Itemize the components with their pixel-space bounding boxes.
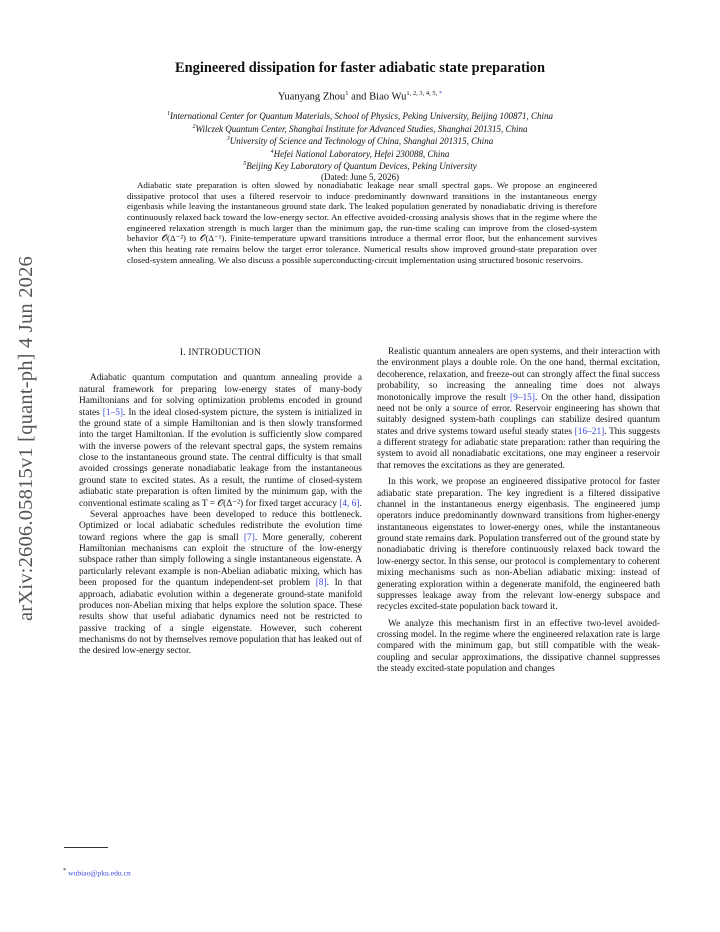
author-and: and [348,91,370,103]
intro-paragraph-3: Realistic quantum annealers are open systems, and their interaction with the environment plays a double role. On the one hand, thermal excitation, decoherence, relaxation, and freeze-out can strongly affect the final success probability, so increasing the annealing time does not always monotonically improve the result [9–15]. On the other hand, dissipation need not be only a source of error. Reservoir engineering has shown that suitably designed system-bath couplings can stabilize desired quantum states and drive systems toward useful steady states [16–21]. This suggests a different strategy for adiabatic state preparation: rather than requiring the system to avoid all nonadiabatic excitations, one may engineer a reservoir that removes the excitations as they are generated. [377,347,660,471]
footnote [63,867,131,878]
footnote-star: * [63,867,67,874]
section-heading-introduction: I. INTRODUCTION [180,348,261,358]
footnote-rule [64,847,108,848]
affiliation-2: $^2$Wilczek Quantum Center, Shanghai Institute for Advanced Studies, Shanghai 201315, China [192,123,528,134]
abstract: Adiabatic state preparation is often slowed by nonadiabatic leakage near small spectral gaps. We propose an engineered dissipative protocol that uses a filtered reservoir to induce predominantly downward transitions in the instantaneous energy eigenbasis while leaving the instantaneous ground state dark. The leaked population generated by nonadiabatic driving is therefore continuously relaxed back toward the low-energy sector. An effective avoided-crossing analysis shows that in the regime where the engineered relaxation strength is much larger than the minimum gap, the run-time scaling can improve from the closed-system behavior 𝒪(Δ⁻²) to 𝒪(Δ⁻¹). Finite-temperature upward transitions introduce a thermal error floor, but the enhancement survives when this heating rate remains below the target error tolerance. Numerical results show improved ground-state preparation over closed-system annealing. We also discuss a possible superconducting-circuit implementation using structured bosonic reservoirs. [127,180,597,265]
author-2-affil: 1, 2, 3, 4, 5, [406,90,439,97]
arxiv-id: arXiv:2606.05815v1 [quant-ph] 4 Jun 2026 [14,255,37,621]
citation-link[interactable]: [8] [315,578,327,589]
arxiv-sidebar [8,228,44,648]
right-column [377,347,660,676]
author-1-affil: 1 [345,90,349,97]
affiliation-1: $^1$International Center for Quantum Materials, School of Physics, Peking University, Beijing 100871, China [167,111,553,121]
intro-paragraph-5: We analyze this mechanism first in an effective two-level avoided-crossing model. In the regime where the engineered relaxation rate is large compared with the minimum gap, but still compatible with the weak-coupling and secular approximations, the dissipative channel suppresses the steady excited-state population and changes [377,618,660,675]
affiliations [0,109,720,183]
citation-link[interactable]: [16–21] [574,426,605,437]
intro-paragraph-1: Adiabatic quantum computation and quantum annealing provide a natural framework for preparing low-energy states of many-body Hamiltonians and for solving optimization problems encoded in ground states [1–5]. In the ideal closed-system picture, the system is initialized in the ground state of a simple Hamiltonian and is then slowly transformed into the target Hamiltonian. If the evolution is sufficiently slow compared with the inverse powers of the relevant spectral gaps, the system remains close to the instantaneous ground state. The central difficulty is that small avoided crossings generate nonadiabatic leakage from the instantaneous ground state to excited states. As a result, the runtime of closed-system adiabatic state preparation is often limited by the minimum gap, with the conventional estimate scaling as T = 𝒪(Δ⁻²) for fixed target accuracy [4, 6]. [79,373,362,509]
corresponding-star-link[interactable]: * [438,90,443,97]
left-column [79,347,362,658]
intro-paragraph-4: In this work, we propose an engineered dissipative protocol for faster adiabatic state preparation. The key ingredient is a filtered dissipative channel in the instantaneous energy eigenbasis. The engineered jump operators induce predominantly downward transitions from higher-energy instantaneous eigenstates to lower-energy ones, while the instantaneous ground state remains dark. Population transferred out of the ground state by nonadiabatic driving is therefore continuously relaxed back toward the low-energy sector. In this sense, our protocol is complementary to coherent mixing mechanisms such as non-Abelian adiabatic mixing: instead of generating exploration within a degenerate manifold, the engineered bath suppresses leakage away from the relevant low-energy subspace and recycles excited-state population back toward it. [377,477,660,613]
affiliation-5: $^5$Beijing Key Laboratory of Quantum Devices, Peking University [243,161,477,172]
intro-paragraph-2: Several approaches have been developed to reduce this bottleneck. Optimized or local adiabatic schedules redistribute the evolution time toward regions where the gap is small [7]. More generally, coherent Hamiltonian mechanisms can exploit the structure of the low-energy subspace rather than simply following a single instantaneous eigenstate. A particularly relevant example is non-Abelian adiabatic mixing, which has been proposed for the quantum independent-set problem [8]. In that approach, adiabatic evolution within a degenerate ground-state manifold produces non-Abelian mixing that helps explore the solution space. These results show that useful adiabatic dynamics need not be restricted to passive tracking of a single eigenstate. However, such coherent mechanisms do not by themselves remove population that has leaked out of the desired low-energy sector. [79,509,363,657]
author-line [0,90,720,103]
citation-link[interactable]: [9–15] [510,392,535,403]
affiliation-4: $^4$Hefei National Laboratory, Hefei 230088, China [270,148,450,159]
paper-title: Engineered dissipation for faster adiabatic state preparation [175,60,545,76]
citation-link[interactable]: [1–5] [102,407,123,418]
dated-line: (Dated: June 5, 2026) [321,171,399,182]
author-2: Biao Wu [369,91,407,103]
citation-link[interactable]: [7] [243,532,255,543]
affiliation-3: $^3$University of Science and Technology of China, Shanghai 201315, China [226,136,494,147]
author-1: Yuanyang Zhou [277,91,346,103]
citation-link[interactable]: [4, 6] [339,498,360,509]
email-link[interactable]: wubiao@pku.edu.cn [68,868,131,878]
